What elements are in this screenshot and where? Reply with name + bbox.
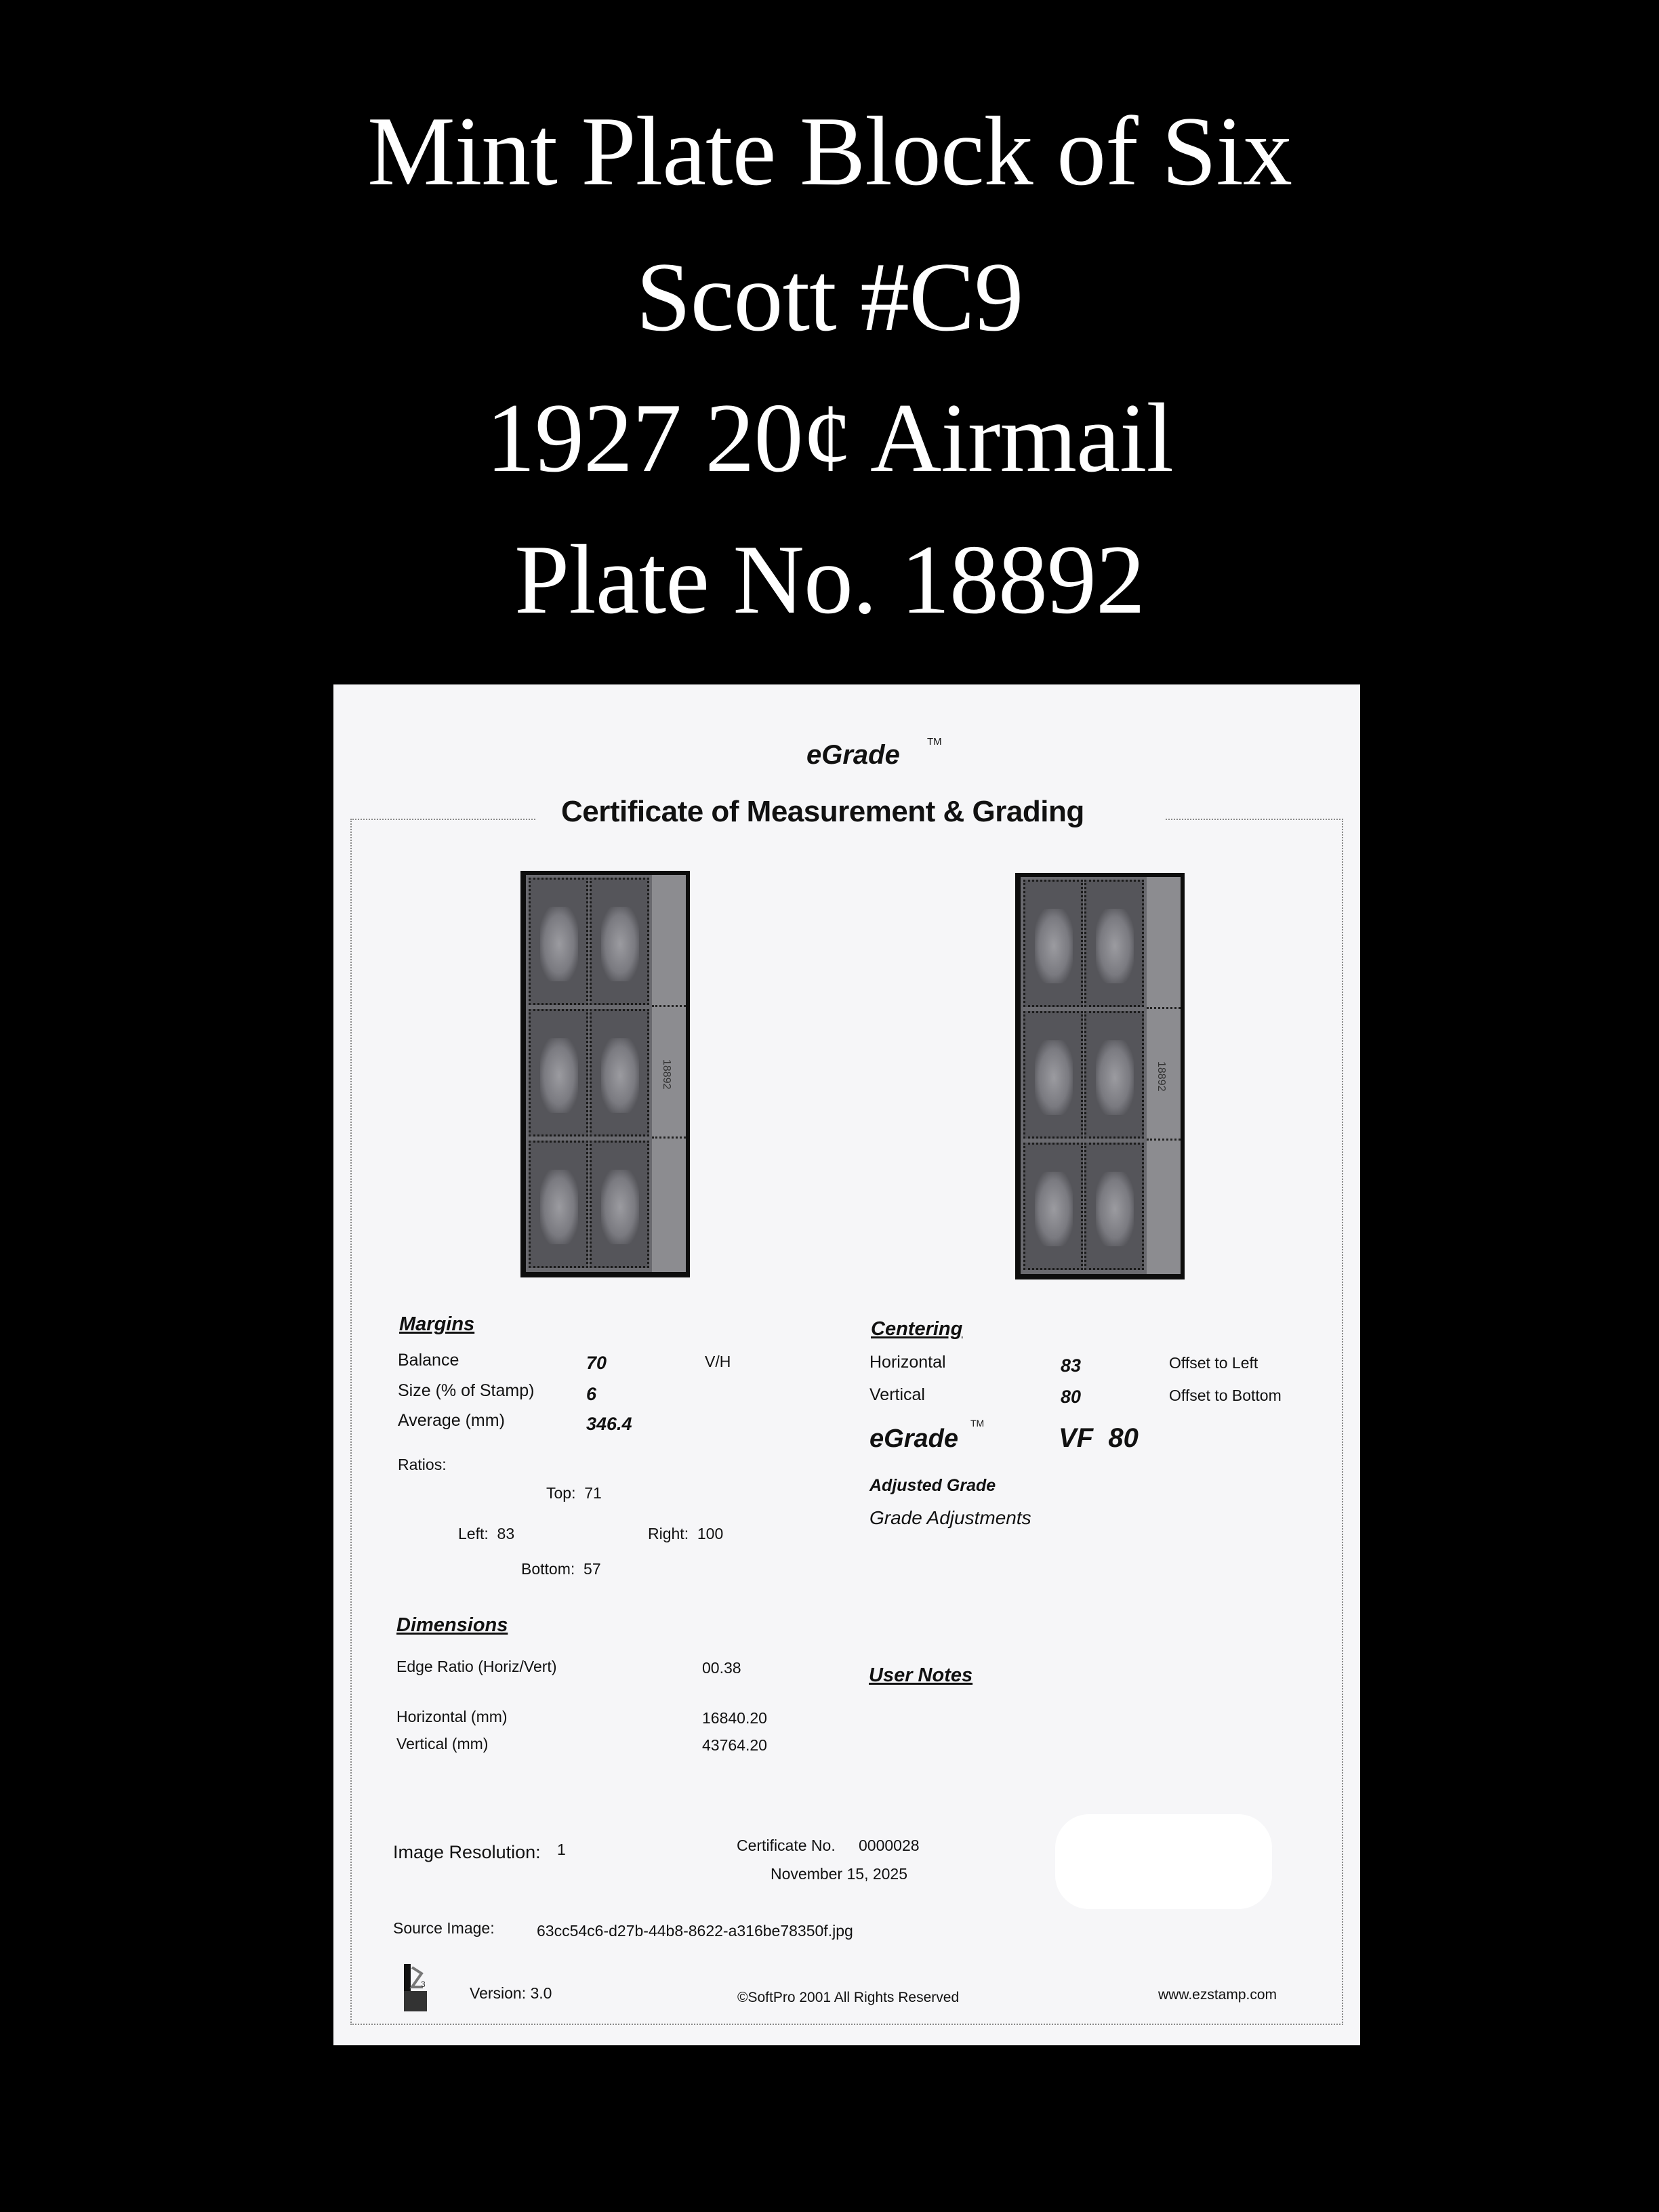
website-link[interactable]: www.ezstamp.com: [1158, 1987, 1277, 2003]
right-stamp-image: [1015, 873, 1185, 1279]
centering-vertical-value: 80: [1061, 1387, 1082, 1407]
plate-selvage: [1147, 877, 1181, 1274]
listing-title-line-4: Plate No. 18892: [514, 525, 1145, 634]
centering-vertical-note: Offset to Bottom: [1169, 1387, 1282, 1404]
egrade-label: eGrade: [869, 1425, 958, 1453]
centering-horizontal-note: Offset to Left: [1169, 1354, 1258, 1372]
centering-vertical-label: Vertical: [869, 1385, 925, 1404]
stamp-block-of-six: [526, 875, 686, 1272]
adjusted-grade-label: Adjusted Grade: [869, 1476, 996, 1495]
ratio-left: [458, 1525, 514, 1543]
stamp: [1023, 880, 1083, 1007]
ratio-right-value: 100: [697, 1525, 724, 1542]
ratio-right-label: Right:: [648, 1525, 689, 1542]
stamp: [1084, 1011, 1144, 1139]
user-notes-heading: User Notes: [869, 1664, 973, 1686]
certificate-date: November 15, 2025: [771, 1865, 908, 1883]
listing-title-line-2: Scott #C9: [636, 242, 1023, 352]
redacted-signature: [1055, 1814, 1272, 1909]
ez-stamp-logo-icon: [404, 1964, 427, 2011]
centering-heading: Centering: [871, 1318, 963, 1340]
horizontal-mm-label: Horizontal (mm): [396, 1708, 508, 1725]
ratio-left-label: Left:: [458, 1525, 489, 1542]
stamp: [1084, 1143, 1144, 1270]
ratio-right: [648, 1525, 723, 1543]
plate-number: 18892: [661, 1059, 672, 1090]
stamp: [529, 878, 588, 1005]
balance-value: 70: [586, 1353, 607, 1373]
balance-label: Balance: [398, 1351, 459, 1370]
plate-selvage: [652, 875, 686, 1272]
size-label: Size (% of Stamp): [398, 1381, 535, 1400]
brand-logo-text: eGrade: [806, 740, 900, 770]
ratio-left-value: 83: [497, 1525, 515, 1542]
grade-value: VF 80: [1059, 1423, 1139, 1453]
stamp: [590, 1141, 649, 1268]
balance-unit: V/H: [705, 1353, 731, 1370]
ratio-top-label: Top:: [546, 1484, 576, 1502]
certificate-no-label: Certificate No.: [737, 1837, 836, 1854]
edge-ratio-value: 00.38: [702, 1659, 741, 1677]
ratio-bottom-value: 57: [583, 1560, 601, 1578]
ratio-bottom: [521, 1560, 601, 1578]
stamp: [590, 1009, 649, 1136]
source-image-label: Source Image:: [393, 1919, 495, 1937]
left-stamp-image: [520, 871, 690, 1277]
copyright-notice: ©SoftPro 2001 All Rights Reserved: [737, 1990, 960, 2005]
centering-horizontal-value: 83: [1061, 1355, 1082, 1376]
stamp: [590, 878, 649, 1005]
plate-number: 18892: [1155, 1061, 1167, 1092]
size-value: 6: [586, 1384, 597, 1404]
stamp: [1084, 880, 1144, 1007]
vertical-mm-value: 43764.20: [702, 1736, 767, 1754]
stamp: [1023, 1011, 1083, 1139]
image-resolution-label: Image Resolution:: [393, 1842, 541, 1862]
stamp: [529, 1141, 588, 1268]
ratio-top-value: 71: [584, 1484, 602, 1502]
certificate-no-value: 0000028: [859, 1837, 920, 1854]
average-value: 346.4: [586, 1414, 632, 1434]
horizontal-mm-value: 16840.20: [702, 1709, 767, 1727]
vertical-mm-label: Vertical (mm): [396, 1735, 489, 1753]
egrade-trademark: TM: [970, 1418, 985, 1429]
margins-heading: Margins: [399, 1313, 475, 1335]
edge-ratio-label: Edge Ratio (Horiz/Vert): [396, 1658, 557, 1675]
trademark-mark: TM: [927, 736, 942, 747]
stamp: [1023, 1143, 1083, 1270]
version-label: Version: 3.0: [470, 1984, 552, 2002]
ratios-label: Ratios:: [398, 1456, 447, 1473]
ratio-top: [546, 1484, 602, 1502]
stamp: [529, 1009, 588, 1136]
stamp-block-of-six: [1021, 877, 1181, 1274]
ratio-bottom-label: Bottom:: [521, 1560, 575, 1578]
image-resolution-value: 1: [557, 1841, 566, 1858]
listing-title-line-3: 1927 20¢ Airmail: [485, 383, 1174, 493]
listing-title-line-1: Mint Plate Block of Six: [367, 96, 1292, 206]
source-image-value: 63cc54c6-d27b-44b8-8622-a316be78350f.jpg: [537, 1922, 853, 1940]
svg-text:3: 3: [421, 1980, 426, 1989]
certificate-document: [333, 684, 1360, 2045]
dimensions-heading: Dimensions: [396, 1614, 508, 1636]
certificate-title: Certificate of Measurement & Grading: [561, 795, 1084, 828]
grade-adjustments-label: Grade Adjustments: [869, 1507, 1031, 1528]
centering-horizontal-label: Horizontal: [869, 1353, 946, 1372]
average-label: Average (mm): [398, 1411, 505, 1430]
